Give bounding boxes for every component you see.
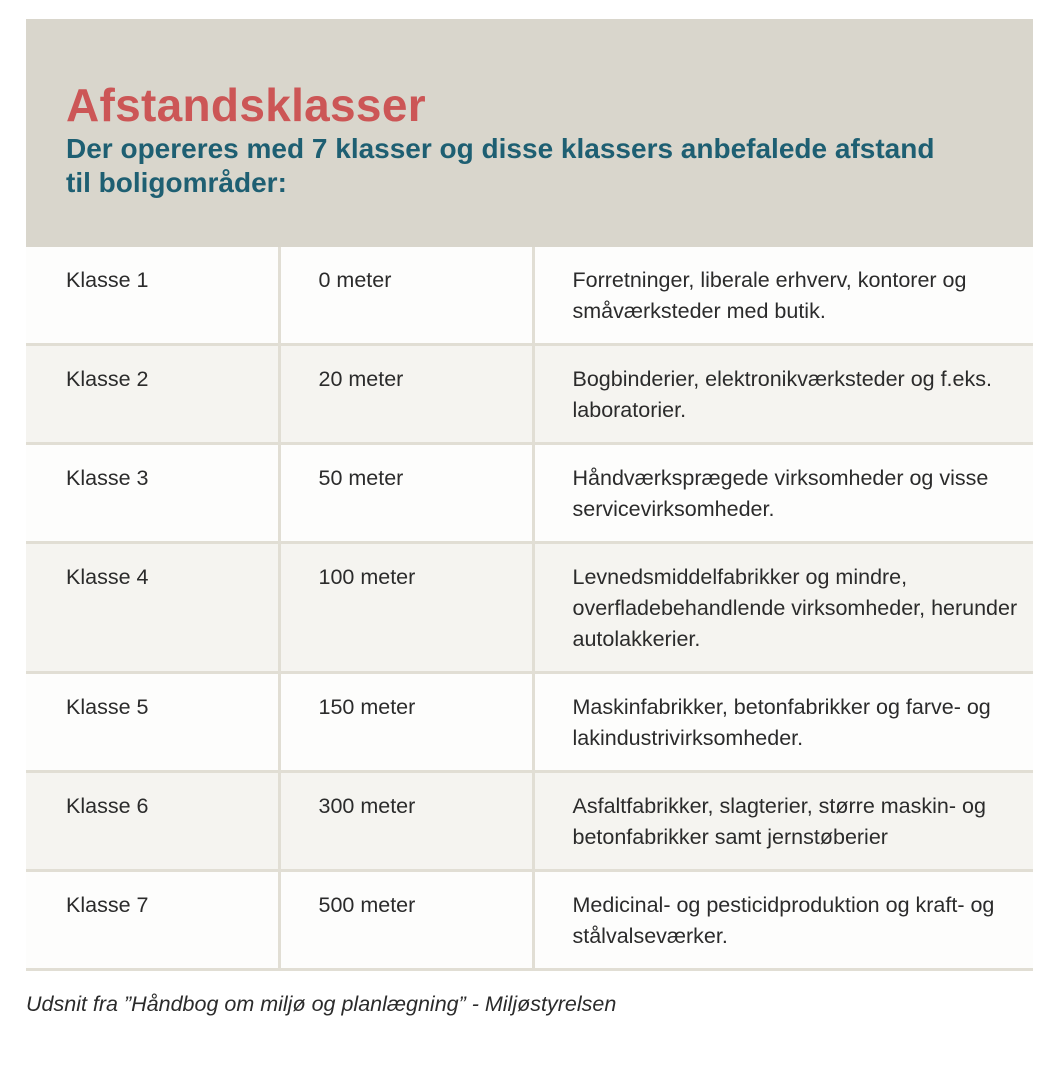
table-row	[26, 345, 1033, 444]
class-cell: Klasse 2	[66, 367, 149, 391]
class-cell: Klasse 4	[66, 565, 149, 589]
class-cell: Klasse 7	[66, 893, 149, 917]
description-cell: Maskinfabrikker, betonfabrikker og farve- og lakindustrivirksomheder.	[533, 673, 1033, 772]
table-row	[26, 444, 1033, 543]
description-cell: Levnedsmiddelfabrikker og mindre, overfladebehandlende virksomheder, herunder autolakkerier.	[533, 543, 1033, 673]
distance-cell: 150 meter	[279, 673, 533, 772]
distance-classes-table	[26, 247, 1033, 971]
description-cell: Medicinal- og pesticidproduktion og kraft- og stålvalseværker.	[533, 871, 1033, 970]
table-row	[26, 673, 1033, 772]
table-row	[26, 871, 1033, 970]
table-row	[26, 543, 1033, 673]
card-header	[26, 19, 1033, 247]
distance-cell: 0 meter	[279, 247, 533, 345]
class-cell: Klasse 6	[66, 794, 149, 818]
table-row	[26, 247, 1033, 345]
page-title: Afstandsklasser	[66, 79, 426, 131]
distance-classes-card	[26, 19, 1033, 971]
description-cell: Asfaltfabrikker, slagterier, større maskin- og betonfabrikker samt jernstøberier	[533, 772, 1033, 871]
description-cell: Håndværksprægede virksomheder og visse servicevirksomheder.	[533, 444, 1033, 543]
distance-cell: 20 meter	[279, 345, 533, 444]
class-cell: Klasse 5	[66, 695, 149, 719]
distance-cell: 500 meter	[279, 871, 533, 970]
table-row	[26, 772, 1033, 871]
source-caption: Udsnit fra ”Håndbog om miljø og planlægning” - Miljøstyrelsen	[26, 992, 617, 1016]
description-cell: Bogbinderier, elektronikværksteder og f.eks. laboratorier.	[533, 345, 1033, 444]
distance-cell: 50 meter	[279, 444, 533, 543]
distance-cell: 100 meter	[279, 543, 533, 673]
description-cell: Forretninger, liberale erhverv, kontorer og småværksteder med butik.	[533, 247, 1033, 345]
page-subtitle: Der opereres med 7 klasser og disse klassers anbefalede afstand til boligområder:	[66, 133, 935, 198]
class-cell: Klasse 3	[66, 466, 149, 490]
distance-cell: 300 meter	[279, 772, 533, 871]
class-cell: Klasse 1	[66, 268, 149, 292]
